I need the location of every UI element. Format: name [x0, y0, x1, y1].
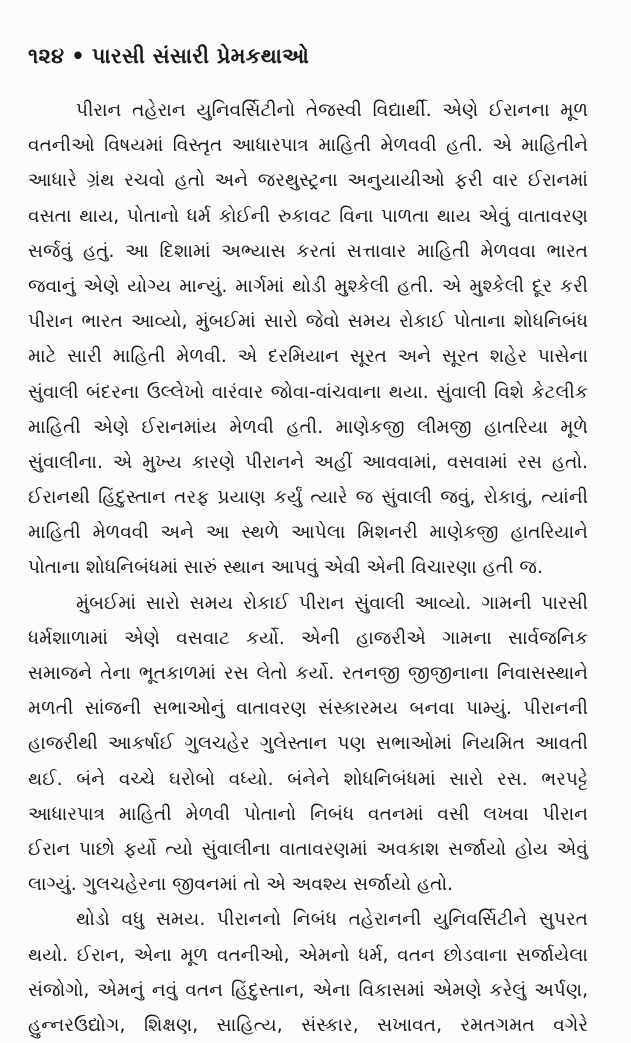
page-header	[28, 44, 309, 69]
text-line: ઈરાન પાછો ફર્યો ત્યો સુંવાલીના વાતાવરણમાં અવકાશ સર્જાયો હોય એવું	[28, 838, 588, 860]
book-title: પારસી સંસારી પ્રેમકથાઓ	[91, 44, 310, 68]
text-line: માહિતી એણે ઈરાનમાંય મેળવી હતી. માણેકજી લીમજી હાતરિયા મૂળે	[28, 416, 588, 438]
text-line: સમાજને તેના ભૂતકાળમાં રસ લેતો કર્યો. રતનજી જીજીનાના નિવાસસ્થાને	[28, 663, 588, 684]
text-line: સુંવાલી બંદરના ઉલ્લેખો વારંવાર જોવા-વાંચવાના થયા. સુંવાલી વિશે કેટલીક	[28, 381, 588, 403]
text-line: હાજરીથી આકર્ષાઈ ગુલચહેર ગુલેસ્તાન પણ સભાઓમાં નિયમિત આવતી	[28, 733, 588, 755]
text-line: વસતા થાય, પોતાનો ધર્મ કોઈની રુકાવટ વિના પાળતા થાય એવું વાતાવરણ	[28, 205, 588, 227]
text-line: થયો. ઈરાન, એના મૂળ વતનીઓ, એમનો ધર્મ, વતન છોડવાના સર્જાયેલા	[28, 944, 588, 966]
text-line: સર્જવું હતું. આ દિશામાં અભ્યાસ કરતાં સત્તાવાર માહિતી મેળવવા ભારત	[28, 240, 588, 262]
header-bullet: •	[71, 44, 85, 68]
text-line: આધારપાત્ર માહિતી મેળવી પોતાનો નિબંધ વતનમાં વસી લખવા પીરાન	[28, 803, 588, 825]
text-line: ધર્મશાળામાં એણે વસવાટ કર્યો. એની હાજરીએ ગામના સાર્વજનિક	[28, 627, 588, 649]
paragraph-1	[28, 93, 588, 586]
text-line: પોતાના શોધનિબંધમાં સારું સ્થાન આપવું એવી એની વિચારણા હતી જ.	[28, 557, 543, 579]
text-line: આધારે ગ્રંથ રચવો હતો અને જરથુસ્ટ્રના અનુયાયીઓ ફરી વાર ઈરાનમાં	[28, 170, 588, 192]
page-body	[28, 93, 588, 1043]
text-line: થઈ. બંને વચ્ચે ઘરોબો વધ્યો. બંનેને શોધનિબંધમાં સારો રસ. ભરપટ્ટે	[28, 768, 588, 790]
text-line: ઈરાનથી હિંદુસ્તાન તરફ પ્રયાણ કર્યું ત્યારે જ સુંવાલી જવું, રોકાવું, ત્યાંની	[28, 487, 588, 509]
text-line: વતનીઓ વિષયમાં વિસ્તૃત આધારપાત્ર માહિતી મેળવવી હતી. એ માહિતીને	[28, 135, 588, 157]
text-line: થોડો વધુ સમય. પીરાનનો નિબંધ તહેરાનની યુનિવર્સિટીને સુપરત	[76, 909, 588, 931]
text-line: સુંવાલીના. એ મુખ્ય કારણે પીરાનને અહીં આવવામાં, વસવામાં રસ હતો.	[28, 451, 588, 473]
text-line: સંજોગો, એમનું નવું વતન હિંદુસ્તાન, એના વિકાસમાં એમણે કરેલું અર્પણ,	[28, 979, 588, 1001]
text-line: પીરાન તહેરાન યુનિવર્સિટીનો તેજસ્વી વિદ્યાર્થી. એણે ઈરાનના મૂળ	[76, 100, 588, 121]
text-line: મળતી સાંજની સભાઓનું વાતાવરણ સંસ્કારમય બનવા પામ્યું. પીરાનની	[28, 698, 588, 720]
paragraph-2	[28, 586, 588, 903]
text-line: માટે સારી માહિતી મેળવી. એ દરમિયાન સૂરત અને સૂરત શહેર પાસેના	[28, 346, 588, 368]
page-number: ૧૨૪	[28, 44, 65, 68]
paragraph-3	[28, 902, 588, 1043]
text-line: મુંબઈમાં સારો સમય રોકાઈ પીરાન સુંવાલી આવ્યો. ગામની પારસી	[76, 592, 588, 614]
text-line: પીરાન ભારત આવ્યો, મુંબઈમાં સારો જેવો સમય રોકાઈ પોતાના શોધનિબંધ	[28, 311, 588, 333]
text-line: હુન્નરઉદ્યોગ, શિક્ષણ, સાહિત્ય, સંસ્કાર, સખાવત, રમતગમત વગેરે	[28, 1014, 588, 1036]
text-line: માહિતી મેળવવી અને આ સ્થળે આપેલા મિશનરી માણેકજી હાતરિયાને	[28, 522, 588, 544]
text-line: જવાનું એણે યોગ્ય માન્યું. માર્ગમાં થોડી મુશ્કેલી હતી. એ મુશ્કેલી દૂર કરી	[28, 275, 588, 297]
text-line: લાગ્યું. ગુલચહેરના જીવનમાં તો એ અવશ્ય સર્જાયો હતો.	[28, 874, 454, 896]
